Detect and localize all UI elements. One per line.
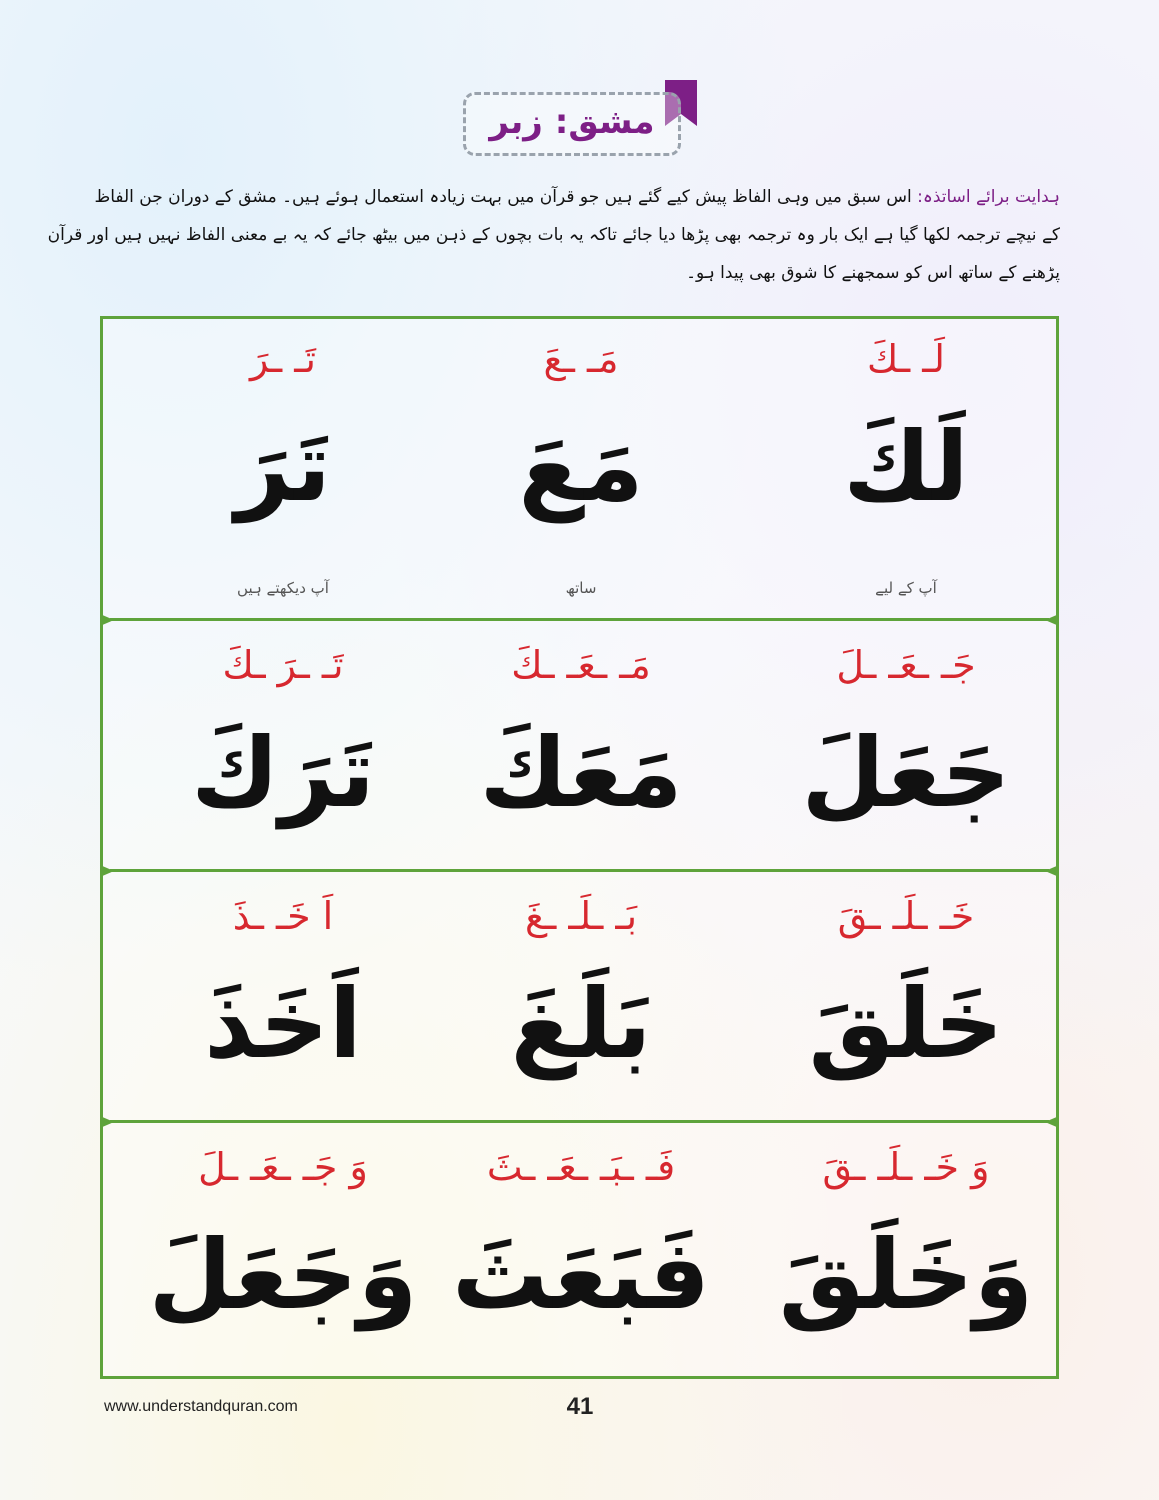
- arabic-word: فَبَعَثَ: [452, 1219, 710, 1331]
- grid-row-2: [103, 625, 1056, 878]
- practice-grid: [100, 316, 1059, 1379]
- arabic-word: وَخَلَقَ: [778, 1219, 1034, 1331]
- arabic-word: تَرَكَ: [191, 717, 375, 829]
- split-letters: تَـ ـرَ ـكَ: [222, 643, 344, 687]
- word-meaning: آپ کے لیے: [875, 579, 937, 597]
- split-letters: بَـ ـلَـ ـغَ: [524, 894, 638, 938]
- page-title-box: [463, 92, 681, 156]
- split-letters: اَ خَـ ـذَ: [232, 894, 334, 938]
- arabic-word: بَلَغَ: [510, 968, 652, 1080]
- row-divider: [100, 1116, 1059, 1127]
- row-divider: [100, 865, 1059, 876]
- page-number: 41: [566, 1393, 594, 1420]
- split-letters: مَـ ـعَ: [543, 337, 619, 381]
- split-letters: فَـ ـبَـ ـعَـ ـثَ: [486, 1145, 676, 1189]
- arabic-word: مَعَ: [518, 411, 644, 523]
- split-letters: جَـ ـعَـ ـلَ: [836, 643, 976, 687]
- grid-row-3: [103, 876, 1056, 1129]
- footer-url: www.understandquran.com: [104, 1398, 298, 1415]
- split-letters: وَ خَـ ـلَـ ـقَ: [822, 1145, 990, 1189]
- word-meaning: ساتھ: [565, 579, 597, 597]
- row-divider: [100, 614, 1059, 625]
- arabic-word: خَلَقَ: [808, 968, 1004, 1080]
- word-meaning: آپ دیکھتے ہیں: [237, 579, 329, 597]
- arabic-word: وَجَعَلَ: [148, 1219, 418, 1331]
- split-letters: وَ جَـ ـعَـ ـلَ: [198, 1145, 368, 1189]
- split-letters: لَـ ـكَ: [867, 337, 945, 381]
- arabic-word: جَعَلَ: [801, 717, 1011, 829]
- split-letters: مَـ ـعَـ ـكَ: [511, 643, 651, 687]
- grid-row-4: [103, 1127, 1056, 1380]
- grid-row-1: [103, 319, 1056, 597]
- instructions-line-2: کے نیچے ترجمہ لکھا گیا ہے ایک بار وہ ترجمہ بھی پڑھا دیا جائے تاکہ یہ بات بچوں کے ذہن میں بیٹھ جائے کہ یہ بے معنی الفاظ نہیں ہیں اور قرآن: [47, 225, 1060, 245]
- split-letters: خَـ ـلَـ ـقَ: [837, 894, 975, 938]
- arabic-word: تَرَ: [235, 411, 331, 523]
- arabic-word: مَعَكَ: [479, 717, 683, 829]
- instructions-line-1: ہدایت برائے اساتذہ: اس سبق میں وہی الفاظ پیش کیے گئے ہیں جو قرآن میں بہت زیادہ استعمال ہوئے ہیں۔ مشق کے دوران جن الفاظ: [94, 187, 1060, 207]
- arabic-word: اَخَذَ: [204, 968, 362, 1080]
- arabic-word: لَكَ: [843, 411, 969, 523]
- page-title: مشق: زبر: [489, 102, 655, 142]
- split-letters: تَـ ـرَ: [250, 337, 316, 381]
- instructions-line-3: پڑھنے کے ساتھ اس کو سمجھنے کا شوق بھی پیدا ہو۔: [686, 263, 1060, 283]
- teacher-instructions: [47, 178, 1060, 292]
- instructions-label: ہدایت برائے اساتذہ:: [917, 187, 1060, 207]
